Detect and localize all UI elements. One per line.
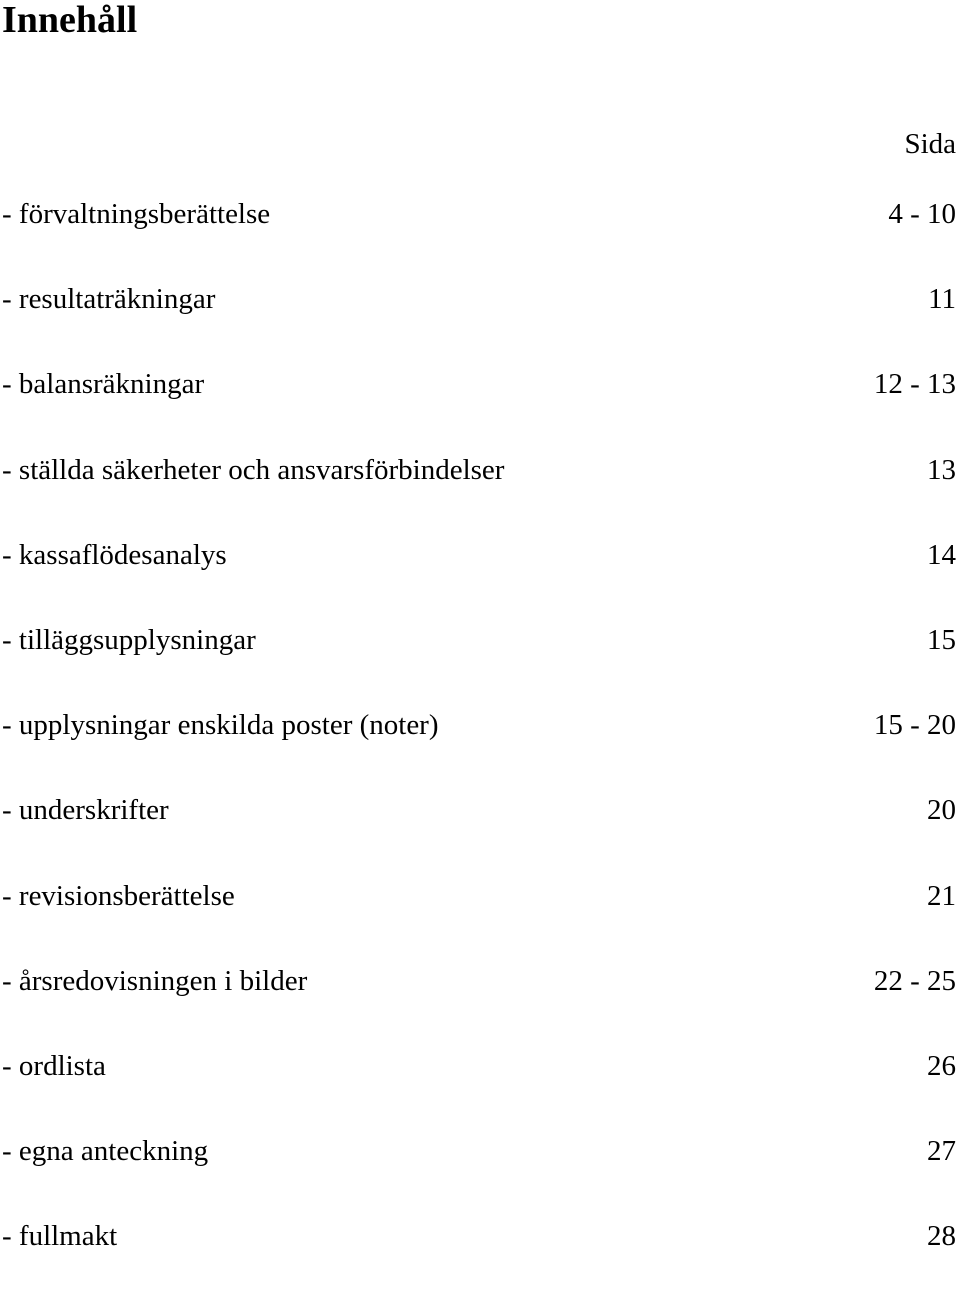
toc-entry-label: - resultaträkningar [2,283,216,316]
toc-entry-page: 14 [927,538,956,571]
page-title: Innehåll [2,0,138,41]
toc-entry-label: - kassaflödesanalys [2,538,227,571]
toc-entry-page: 15 [927,623,956,656]
toc-entry-page: 4 - 10 [888,198,956,230]
toc-entry-page: 12 - 13 [873,368,956,401]
toc-entry [0,963,956,1048]
toc-entry [0,281,956,366]
toc-entry [0,622,956,707]
toc-entry-page: 22 - 25 [873,964,956,997]
toc-entry [0,707,956,792]
toc-entry-label: - egna anteckning [2,1135,209,1168]
toc-entry [0,1048,956,1133]
toc-entry-page: 28 [927,1220,956,1253]
toc-entry [0,366,956,451]
toc-entry [0,537,956,622]
toc-entry-label: - årsredovisningen i bilder [2,964,308,997]
toc-entry [0,792,956,877]
toc-entry-page: 21 [927,879,956,912]
toc-entry-label: - balansräkningar [2,368,205,401]
toc-entry-label: - tilläggsupplysningar [2,623,256,656]
toc-entry [0,452,956,537]
toc-entry-label: - ställda säkerheter och ansvarsförbindelser [2,453,505,486]
toc-entry-label: - förvaltningsberättelse [2,198,271,230]
toc-entry-page: 13 [927,453,956,486]
toc-entry [0,196,956,281]
toc-entry-page: 20 [927,794,956,827]
toc-entry-page: 15 - 20 [873,709,956,742]
toc-entry-page: 27 [927,1135,956,1168]
toc-entry-label: - fullmakt [2,1220,118,1253]
toc-entry [0,878,956,963]
toc-entry-label: - ordlista [2,1049,106,1082]
toc-entry-label: - upplysningar enskilda poster (noter) [2,709,439,742]
toc-entry-page: 26 [927,1049,956,1082]
page-column-header: Sida [904,128,956,160]
toc-entry-label: - underskrifter [2,794,169,827]
toc-entry [0,1133,956,1218]
table-of-contents [0,196,956,1303]
toc-entry [0,1218,956,1303]
toc-entry-label: - revisionsberättelse [2,879,235,912]
toc-entry-page: 11 [928,283,956,316]
